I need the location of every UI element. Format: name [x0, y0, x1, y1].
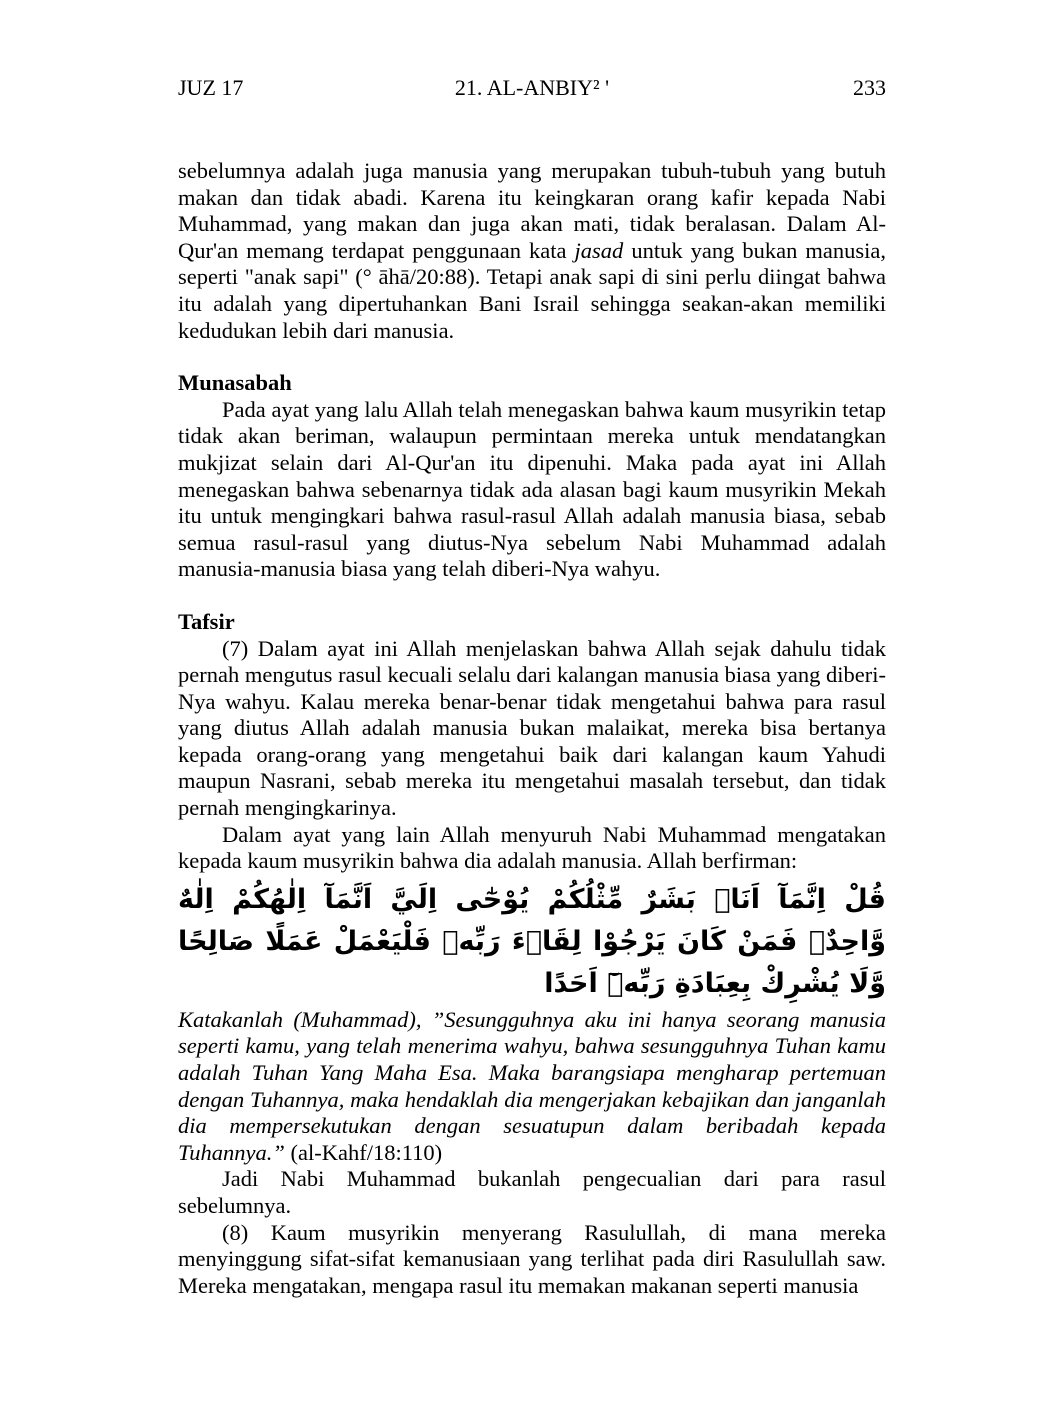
main-text: [178, 158, 886, 1299]
juz-label: JUZ 17: [178, 75, 244, 100]
running-header: [178, 72, 886, 104]
verse-translation: Katakanlah (Muhammad), ”Sesungguhnya aku ini hanya seorang manusia seperti kamu, yang telah menerima wahyu, bahwa sesungguhnya Tuhan kamu adalah Tuhan Yang Maha Esa. Maka barangsiapa mengharap pertemuan dengan Tuhannya, maka hendaklah dia mengerjakan kebajikan dan janganlah dia mempersekutukan dengan sesuatupun dalam beribadah kepada Tuhannya.” (al-Kahf/18:110): [178, 1006, 886, 1165]
term-jasad: jasad: [574, 237, 624, 263]
verse-reference: (al-Kahf/18:110): [284, 1139, 443, 1165]
page-number: 233: [853, 75, 886, 100]
munasabah-paragraph: Pada ayat yang lalu Allah telah menegaskan bahwa kaum musyrikin tetap tidak akan beriman, walaupun permintaan mereka untuk mendatangkan mukjizat selain dari Al-Qur'an itu dipenuhi. Maka pada ayat ini Allah menegaskan bahwa sebenarnya tidak ada alasan bagi kaum musyrikin Mekah itu untuk mengingkari bahwa rasul-rasul Allah adalah manusia biasa, sebab semua rasul-rasul yang diutus-Nya sebelum Nabi Muhammad adalah manusia-manusia biasa yang telah diberi-Nya wahyu.: [178, 396, 886, 582]
tafsir-paragraph-7: (7) Dalam ayat ini Allah menjelaskan bahwa Allah sejak dahulu tidak pernah mengutus rasul kecuali selalu dari kalangan manusia biasa yang diberi-Nya wahyu. Kalau mereka benar-benar tidak mengetahui bahwa para rasul yang diutus Allah adalah manusia bukan malaikat, mereka bisa bertanya kepada orang-orang yang mengetahui baik dari kalangan kaum Yahudi maupun Nasrani, sebab mereka itu mengetahui masalah tersebut, dan tidak pernah mengingkarinya.: [178, 635, 886, 821]
surah-title: 21. AL-ANBIY² ': [454, 75, 610, 100]
tafsir-paragraph-intro-verse: Dalam ayat yang lain Allah menyuruh Nabi Muhammad mengatakan kepada kaum musyrikin bahwa dia adalah manusia. Allah berfirman:: [178, 821, 886, 874]
tafsir-heading: Tafsir: [178, 608, 235, 634]
tafsir-paragraph-conclusion: Jadi Nabi Muhammad bukanlah pengecualian dari para rasul sebelumnya.: [178, 1166, 886, 1218]
arabic-verse: قُلْ اِنَّمَآ اَنَا۠ بَشَرٌ مِّثْلُكُمْ يُوْحٰٓى اِلَيَّ اَنَّمَآ اِلٰهُكُمْ اِلٰهٌ وَّاحِدٌۚ فَمَنْ كَانَ يَرْجُوْا لِقَاۤءَ رَبِّهٖ فَلْيَعْمَلْ عَمَلًا صَالِحًا وَّلَا يُشْرِكْ بِعِبَادَةِ رَبِّهٖٓ اَحَدًا: [178, 883, 886, 999]
tafsir-paragraph-8: (8) Kaum musyrikin menyerang Rasulullah, di mana mereka menyinggung sifat-sifat kemanusiaan yang terlihat pada diri Rasulullah saw. Mereka mengatakan, mengapa rasul itu memakan makanan seperti manusia: [178, 1219, 886, 1298]
intro-paragraph: sebelumnya adalah juga manusia yang merupakan tubuh-tubuh yang butuh makan dan tidak abadi. Karena itu keingkaran orang kafir kepada Nabi Muhammad, yang makan dan juga akan mati, tidak beralasan. Dalam Al-Qur'an memang terdapat penggunaan kata jasad untuk yang bukan manusia, seperti "anak sapi" (° āhā/20:88). Tetapi anak sapi di sini perlu diingat bahwa itu adalah yang dipertuhankan Bani Israil sehingga seakan-akan memiliki kedudukan lebih dari manusia.: [178, 158, 886, 343]
munasabah-heading: Munasabah: [178, 370, 292, 396]
